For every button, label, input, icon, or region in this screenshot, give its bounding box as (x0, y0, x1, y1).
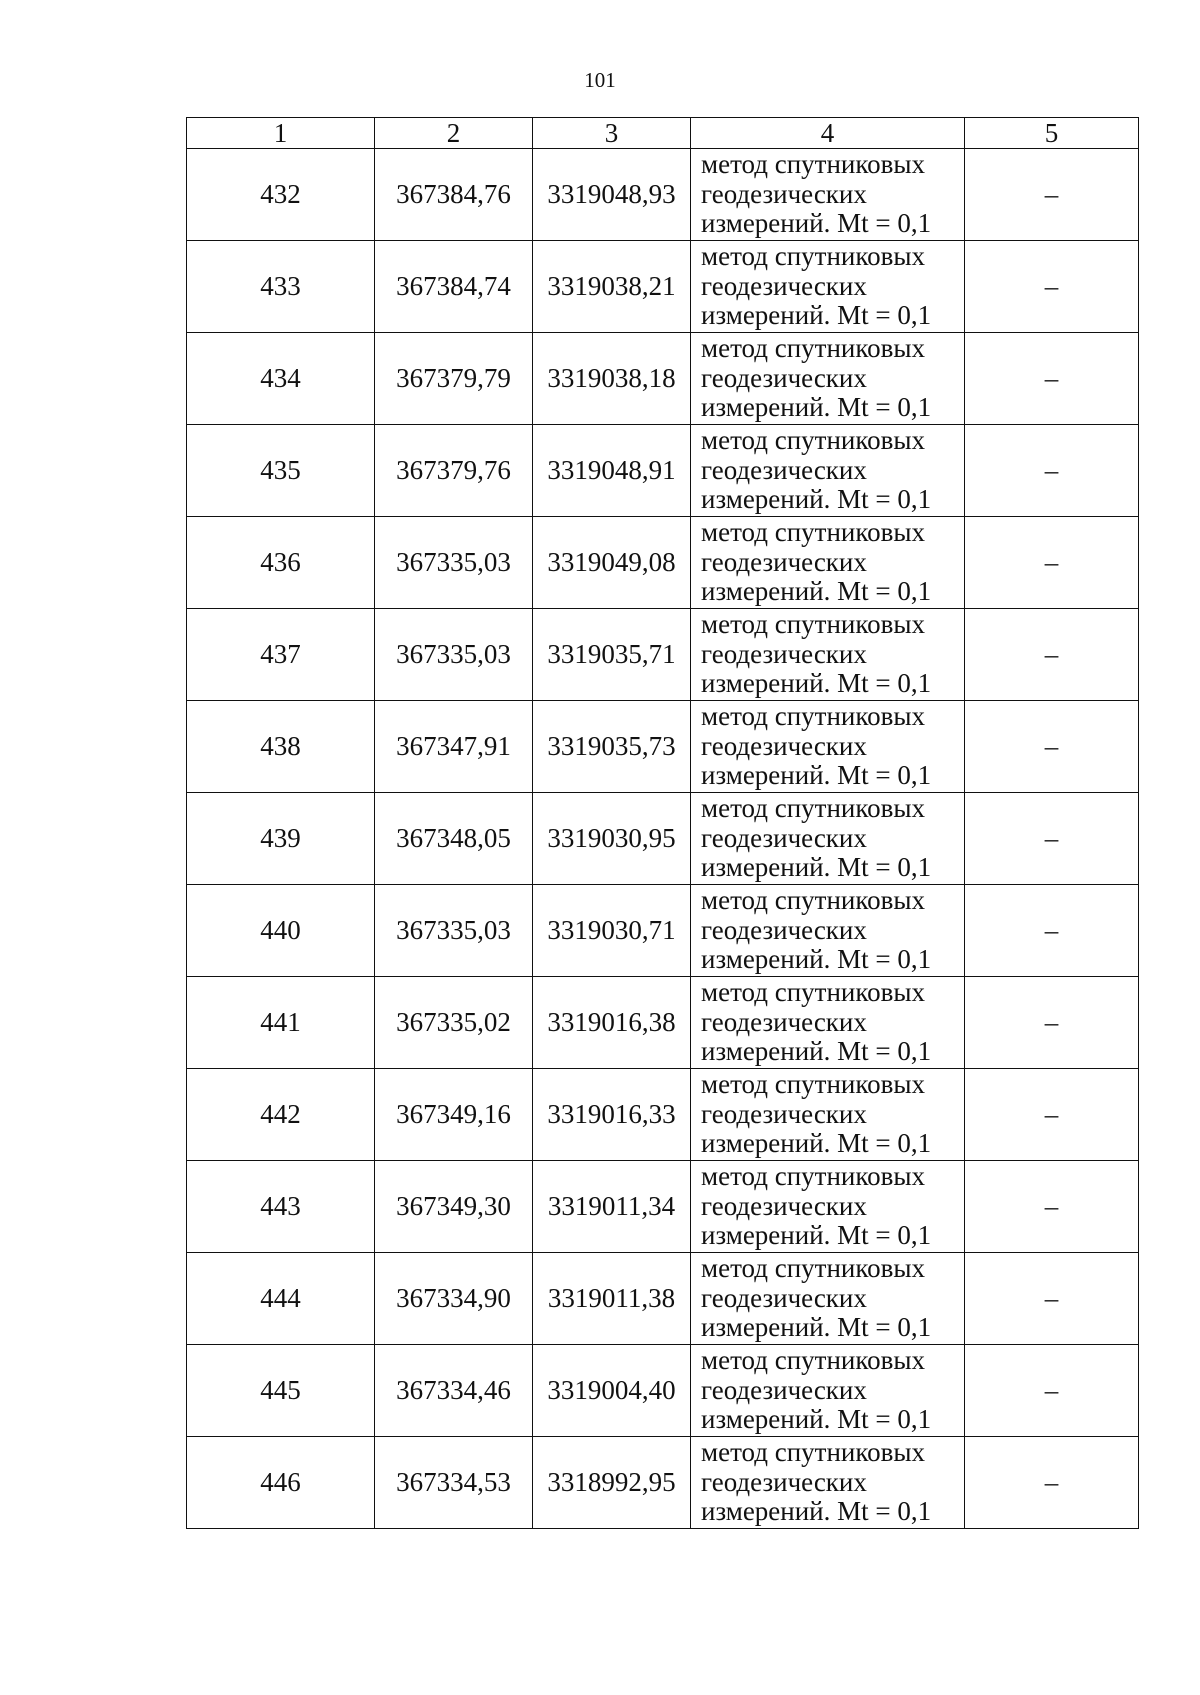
method-line: метод спутниковых (701, 885, 925, 916)
x-coordinate-cell: 367335,02 (375, 977, 533, 1069)
x-coordinate-cell: 367349,30 (375, 1161, 533, 1253)
y-coordinate-cell: 3319035,73 (533, 701, 691, 793)
method-line: измерений. Mt = 0,1 (701, 484, 932, 515)
note-cell: – (965, 149, 1139, 241)
point-number-cell: 446 (187, 1437, 375, 1529)
point-number-cell: 435 (187, 425, 375, 517)
method-line: измерений. Mt = 0,1 (701, 944, 932, 975)
note-cell: – (965, 609, 1139, 701)
method-line: метод спутниковых (701, 1161, 925, 1192)
x-coordinate-cell: 367347,91 (375, 701, 533, 793)
y-coordinate-cell: 3319030,71 (533, 885, 691, 977)
method-cell (691, 333, 965, 425)
method-cell (691, 1069, 965, 1161)
header-col-3: 3 (533, 118, 691, 149)
method-cell (691, 977, 965, 1069)
note-cell: – (965, 1253, 1139, 1345)
method-line: метод спутниковых (701, 1345, 925, 1376)
note-cell: – (965, 793, 1139, 885)
y-coordinate-cell: 3319004,40 (533, 1345, 691, 1437)
point-number-cell: 434 (187, 333, 375, 425)
method-line: геодезических (701, 362, 867, 393)
note-cell: – (965, 977, 1139, 1069)
table-body (187, 149, 1139, 1529)
y-coordinate-cell: 3319038,21 (533, 241, 691, 333)
method-line: метод спутниковых (701, 701, 925, 732)
method-line: геодезических (701, 822, 867, 853)
y-coordinate-cell: 3319035,71 (533, 609, 691, 701)
coordinates-table (186, 117, 1139, 1529)
method-line: геодезических (701, 1374, 867, 1405)
x-coordinate-cell: 367335,03 (375, 885, 533, 977)
table-row (187, 977, 1139, 1069)
x-coordinate-cell: 367379,76 (375, 425, 533, 517)
header-col-2: 2 (375, 118, 533, 149)
header-col-5: 5 (965, 118, 1139, 149)
method-cell (691, 1161, 965, 1253)
note-cell: – (965, 1161, 1139, 1253)
note-cell: – (965, 1437, 1139, 1529)
method-line: геодезических (701, 730, 867, 761)
method-line: измерений. Mt = 0,1 (701, 576, 932, 607)
method-line: измерений. Mt = 0,1 (701, 300, 932, 331)
method-line: метод спутниковых (701, 425, 925, 456)
point-number-cell: 439 (187, 793, 375, 885)
y-coordinate-cell: 3319011,38 (533, 1253, 691, 1345)
method-line: геодезических (701, 1190, 867, 1221)
method-line: геодезических (701, 1466, 867, 1497)
method-line: геодезических (701, 546, 867, 577)
method-cell (691, 885, 965, 977)
method-line: метод спутниковых (701, 1253, 925, 1284)
method-line: метод спутниковых (701, 333, 925, 364)
header-col-1: 1 (187, 118, 375, 149)
method-cell (691, 517, 965, 609)
y-coordinate-cell: 3319016,33 (533, 1069, 691, 1161)
method-line: метод спутниковых (701, 609, 925, 640)
x-coordinate-cell: 367384,76 (375, 149, 533, 241)
note-cell: – (965, 1069, 1139, 1161)
method-line: измерений. Mt = 0,1 (701, 1496, 932, 1527)
note-cell: – (965, 241, 1139, 333)
method-line: измерений. Mt = 0,1 (701, 1404, 932, 1435)
y-coordinate-cell: 3319048,93 (533, 149, 691, 241)
method-line: измерений. Mt = 0,1 (701, 392, 932, 423)
y-coordinate-cell: 3319048,91 (533, 425, 691, 517)
point-number-cell: 442 (187, 1069, 375, 1161)
method-line: геодезических (701, 1006, 867, 1037)
x-coordinate-cell: 367334,90 (375, 1253, 533, 1345)
method-cell (691, 701, 965, 793)
y-coordinate-cell: 3319016,38 (533, 977, 691, 1069)
method-cell (691, 241, 965, 333)
note-cell: – (965, 517, 1139, 609)
note-cell: – (965, 885, 1139, 977)
table-row (187, 793, 1139, 885)
table-row (187, 609, 1139, 701)
x-coordinate-cell: 367384,74 (375, 241, 533, 333)
x-coordinate-cell: 367335,03 (375, 609, 533, 701)
method-line: измерений. Mt = 0,1 (701, 1128, 932, 1159)
y-coordinate-cell: 3318992,95 (533, 1437, 691, 1529)
point-number-cell: 437 (187, 609, 375, 701)
x-coordinate-cell: 367335,03 (375, 517, 533, 609)
method-line: измерений. Mt = 0,1 (701, 760, 932, 791)
x-coordinate-cell: 367349,16 (375, 1069, 533, 1161)
method-cell (691, 609, 965, 701)
table-row (187, 1437, 1139, 1529)
method-line: измерений. Mt = 0,1 (701, 1036, 932, 1067)
method-line: метод спутниковых (701, 517, 925, 548)
table-row (187, 885, 1139, 977)
x-coordinate-cell: 367379,79 (375, 333, 533, 425)
method-line: геодезических (701, 914, 867, 945)
method-line: метод спутниковых (701, 149, 925, 180)
table-row (187, 1161, 1139, 1253)
method-line: метод спутниковых (701, 1069, 925, 1100)
note-cell: – (965, 1345, 1139, 1437)
point-number-cell: 433 (187, 241, 375, 333)
method-cell (691, 1253, 965, 1345)
method-line: метод спутниковых (701, 241, 925, 272)
note-cell: – (965, 333, 1139, 425)
table-row (187, 1345, 1139, 1437)
x-coordinate-cell: 367334,53 (375, 1437, 533, 1529)
method-line: метод спутниковых (701, 977, 925, 1008)
method-cell (691, 1345, 965, 1437)
table-row (187, 1069, 1139, 1161)
x-coordinate-cell: 367334,46 (375, 1345, 533, 1437)
y-coordinate-cell: 3319030,95 (533, 793, 691, 885)
y-coordinate-cell: 3319049,08 (533, 517, 691, 609)
table-row (187, 241, 1139, 333)
point-number-cell: 432 (187, 149, 375, 241)
y-coordinate-cell: 3319011,34 (533, 1161, 691, 1253)
table-row (187, 1253, 1139, 1345)
method-line: измерений. Mt = 0,1 (701, 208, 932, 239)
method-line: геодезических (701, 178, 867, 209)
header-col-4: 4 (691, 118, 965, 149)
page-number: 101 (584, 68, 616, 92)
point-number-cell: 436 (187, 517, 375, 609)
method-line: измерений. Mt = 0,1 (701, 852, 932, 883)
method-line: геодезических (701, 638, 867, 669)
method-line: геодезических (701, 270, 867, 301)
method-line: метод спутниковых (701, 1437, 925, 1468)
note-cell: – (965, 701, 1139, 793)
point-number-cell: 441 (187, 977, 375, 1069)
point-number-cell: 438 (187, 701, 375, 793)
method-line: измерений. Mt = 0,1 (701, 1220, 932, 1251)
method-cell (691, 793, 965, 885)
table-row (187, 517, 1139, 609)
method-cell (691, 425, 965, 517)
method-line: измерений. Mt = 0,1 (701, 1312, 932, 1343)
point-number-cell: 443 (187, 1161, 375, 1253)
table-row (187, 425, 1139, 517)
x-coordinate-cell: 367348,05 (375, 793, 533, 885)
method-cell (691, 149, 965, 241)
y-coordinate-cell: 3319038,18 (533, 333, 691, 425)
point-number-cell: 440 (187, 885, 375, 977)
method-line: измерений. Mt = 0,1 (701, 668, 932, 699)
table-row (187, 701, 1139, 793)
table-header (187, 118, 1139, 149)
method-cell (691, 1437, 965, 1529)
header-row (187, 118, 1139, 149)
method-line: метод спутниковых (701, 793, 925, 824)
method-line: геодезических (701, 454, 867, 485)
note-cell: – (965, 425, 1139, 517)
table-row (187, 149, 1139, 241)
method-line: геодезических (701, 1098, 867, 1129)
table-row (187, 333, 1139, 425)
point-number-cell: 445 (187, 1345, 375, 1437)
point-number-cell: 444 (187, 1253, 375, 1345)
method-line: геодезических (701, 1282, 867, 1313)
